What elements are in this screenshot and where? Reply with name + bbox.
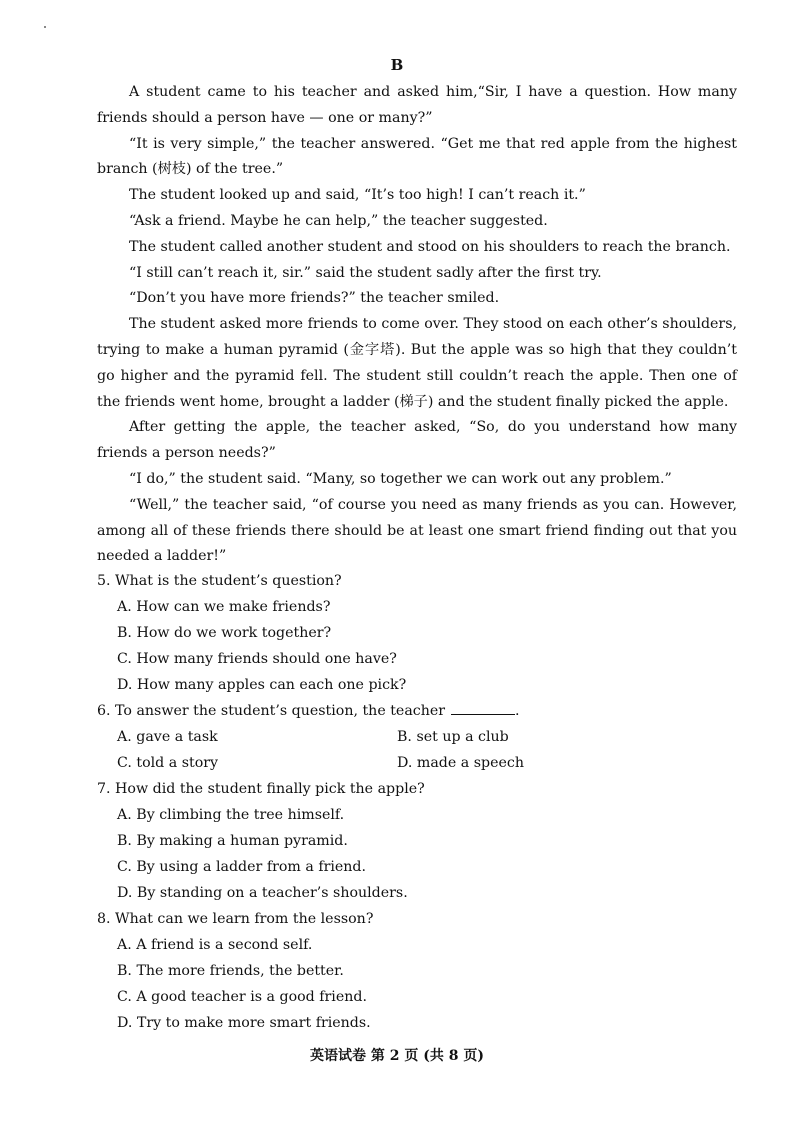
passage-paragraph: The student called another student and stood on his shoulders to reach the branch. [129, 238, 731, 255]
passage-paragraph: “Don’t you have more friends?” the teacher smiled. [129, 290, 500, 307]
option-c: C. A good teacher is a good friend. [117, 989, 367, 1005]
passage-paragraph: “I still can’t reach it, sir.” said the student sadly after the first try. [129, 264, 602, 281]
passage-paragraph: A student came to his teacher and asked him,“Sir, I have a question. How many friends should a person have — one or many?” [97, 84, 737, 126]
option-a: A. How can we make friends? [117, 599, 331, 615]
option-grid [97, 724, 737, 776]
option-b: B. How do we work together? [117, 625, 332, 641]
passage-paragraph: The student looked up and said, “It’s too high! I can’t reach it.” [129, 187, 586, 204]
passage-paragraph: “It is very simple,” the teacher answered. “Get me that red apple from the highest branch (树枝) of the tree.” [97, 135, 737, 178]
passage-paragraph: “I do,” the student said. “Many, so together we can work out any problem.” [129, 470, 672, 487]
option-b: B. set up a club [397, 729, 509, 745]
option-list [97, 802, 737, 906]
option-d: D. How many apples can each one pick? [117, 677, 407, 693]
option-a: A. By climbing the tree himself. [117, 807, 345, 823]
option-c: C. told a story [117, 755, 219, 771]
question-stem: 6. To answer the student’s question, the teacher [97, 703, 446, 719]
page-footer: 英语试卷 第 2 页 (共 8 页) [310, 1048, 484, 1064]
question-stem-end: . [515, 703, 520, 719]
section-label: B [390, 56, 404, 74]
question-5 [97, 568, 737, 698]
option-c: C. How many friends should one have? [117, 651, 397, 667]
option-b: B. The more friends, the better. [117, 963, 344, 979]
question-stem-line [97, 698, 737, 724]
option-b: B. By making a human pyramid. [117, 833, 348, 849]
passage-paragraph: “Well,” the teacher said, “of course you need as many friends as you can. However, among all of these friends there should be at least one smart friend finding out that you needed a ladder!” [97, 496, 737, 565]
question-7 [97, 776, 737, 906]
option-d: D. Try to make more smart friends. [117, 1015, 371, 1031]
option-d: D. made a speech [397, 755, 524, 771]
question-6 [97, 698, 737, 776]
option-d: D. By standing on a teacher’s shoulders. [117, 885, 408, 901]
option-list [97, 594, 737, 698]
option-list [97, 932, 737, 1036]
option-c: C. By using a ladder from a friend. [117, 859, 367, 875]
question-stem: 7. How did the student finally pick the apple? [97, 781, 425, 797]
answer-blank [451, 702, 515, 715]
passage-paragraph: The student asked more friends to come over. They stood on each other’s shoulders, trying to make a human pyramid (金字塔). But the apple was so high that they couldn’t go higher and the pyramid fell. The student still couldn’t reach the apple. Then one of the friends went home, brought a ladder (梯子) and the student finally picked the apple. [97, 316, 737, 410]
question-stem: 8. What can we learn from the lesson? [97, 911, 374, 927]
passage-paragraph: “Ask a friend. Maybe he can help,” the teacher suggested. [129, 212, 548, 229]
scan-speck [44, 26, 46, 28]
question-list [97, 568, 737, 1036]
reading-passage [97, 80, 737, 570]
passage-paragraph: After getting the apple, the teacher asked, “So, do you understand how many friends a person needs?” [97, 419, 737, 462]
question-stem: 5. What is the student’s question? [97, 573, 342, 589]
option-a: A. A friend is a second self. [117, 937, 313, 953]
question-8 [97, 906, 737, 1036]
option-a: A. gave a task [117, 729, 218, 745]
